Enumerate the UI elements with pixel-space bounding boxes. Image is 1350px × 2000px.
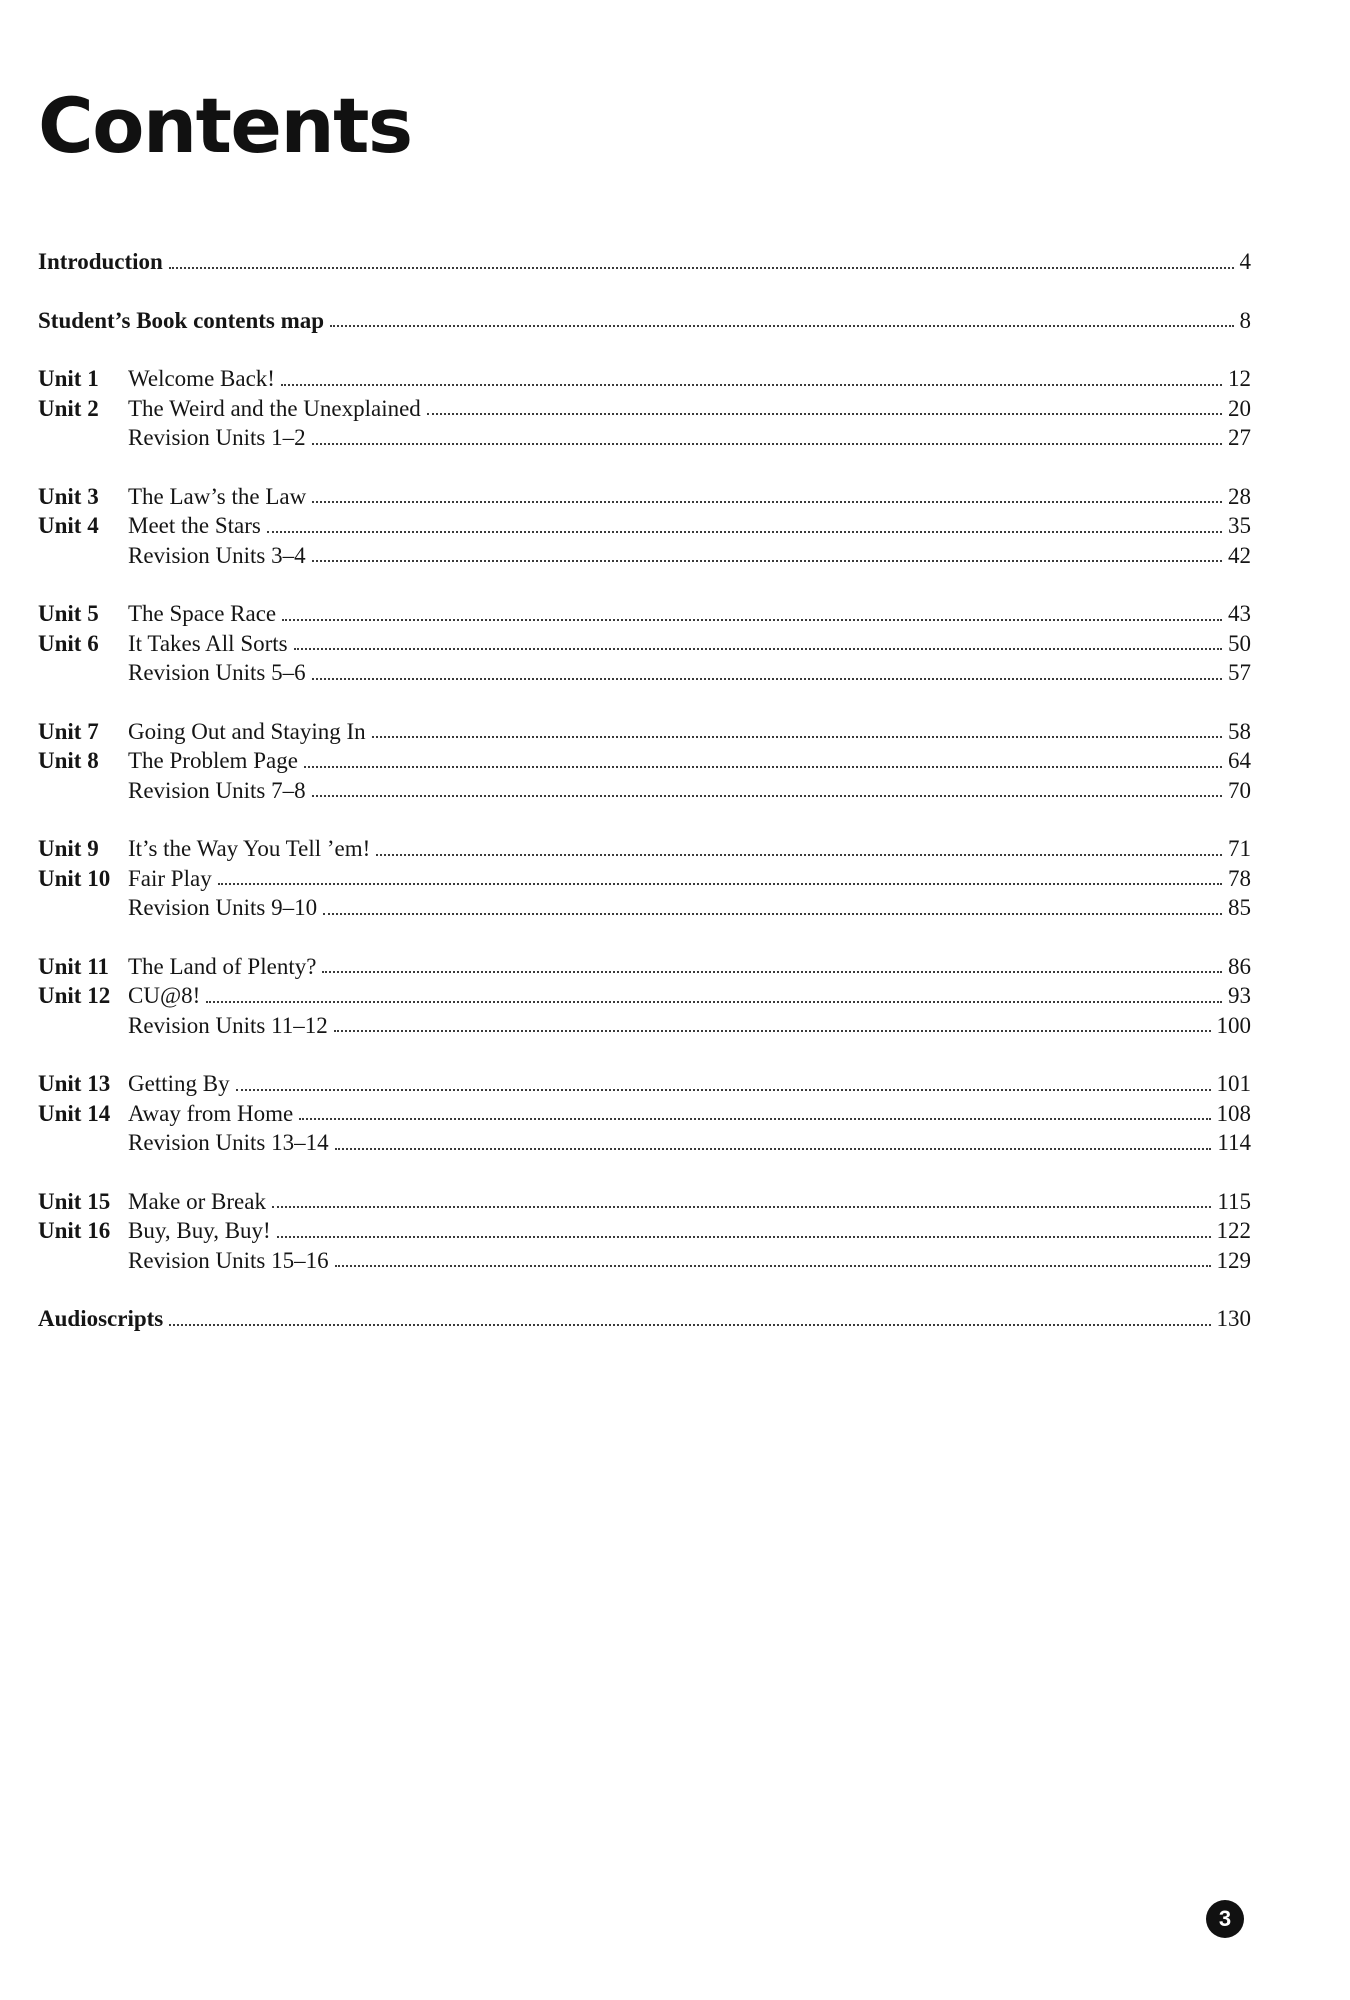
toc-entry-page: 12 xyxy=(1228,366,1251,391)
toc-entry-title: Revision Units 11–12 xyxy=(128,1012,328,1038)
toc-entry[interactable] xyxy=(38,952,1251,982)
toc-entry-title: Make or Break xyxy=(128,1188,266,1214)
toc-entry-title: Revision Units 5–6 xyxy=(128,660,306,685)
section-spacer xyxy=(38,688,1251,717)
toc-entry-page: 129 xyxy=(1216,1247,1251,1273)
unit-label: Unit 15 xyxy=(38,1188,111,1214)
toc-entry-title: Revision Units 3–4 xyxy=(128,542,306,568)
toc-entry-page: 101 xyxy=(1216,1071,1251,1096)
dot-leader xyxy=(312,559,1222,562)
toc-entry-title: Going Out and Staying In xyxy=(128,718,366,744)
dot-leader xyxy=(312,500,1222,503)
dot-leader xyxy=(277,1235,1211,1238)
toc-entry-page: 71 xyxy=(1228,836,1251,861)
toc-entry-page: 86 xyxy=(1228,953,1251,979)
unit-label: Unit 9 xyxy=(38,836,99,861)
toc-entry-title: Revision Units 1–2 xyxy=(128,425,306,450)
toc-entry-page: 85 xyxy=(1228,895,1251,920)
toc-entry[interactable] xyxy=(38,864,1251,894)
unit-label: Unit 16 xyxy=(38,1218,111,1243)
toc-entry[interactable] xyxy=(38,893,1251,923)
toc-entry-page: 57 xyxy=(1228,660,1251,685)
toc-entry-page: 130 xyxy=(1216,1306,1251,1331)
dot-leader xyxy=(267,530,1222,533)
toc-entry-title: Revision Units 7–8 xyxy=(128,777,306,803)
dot-leader xyxy=(218,882,1222,885)
toc-entry-page: 93 xyxy=(1228,983,1251,1008)
toc-entry[interactable] xyxy=(38,364,1251,394)
dot-leader xyxy=(335,1147,1212,1150)
toc-entry[interactable] xyxy=(38,1099,1251,1129)
toc-entry-title: It’s the Way You Tell ’em! xyxy=(128,836,371,861)
toc-entry[interactable] xyxy=(38,1128,1251,1158)
dot-leader xyxy=(282,618,1222,621)
toc-entry-title: The Land of Plenty? xyxy=(128,953,317,979)
toc-entry-page: 64 xyxy=(1228,748,1251,773)
toc-entry-page: 115 xyxy=(1217,1188,1251,1214)
toc-entry-title: The Weird and the Unexplained xyxy=(128,395,421,421)
dot-leader xyxy=(372,735,1222,738)
toc-entry-page: 8 xyxy=(1239,307,1251,333)
dot-leader xyxy=(323,912,1222,915)
unit-label: Unit 2 xyxy=(38,395,99,421)
unit-label: Unit 13 xyxy=(38,1071,111,1096)
dot-leader xyxy=(312,677,1222,680)
toc-entry-title: The Space Race xyxy=(128,601,277,626)
toc-entry-page: 78 xyxy=(1228,865,1251,891)
unit-label: Unit 14 xyxy=(38,1100,111,1126)
dot-leader xyxy=(304,765,1222,768)
section-spacer xyxy=(38,453,1251,482)
toc-entry-introduction[interactable] xyxy=(38,247,1251,277)
toc-entry[interactable] xyxy=(38,658,1251,688)
toc-entry[interactable] xyxy=(38,834,1251,864)
toc-entry-contents-map[interactable] xyxy=(38,306,1251,336)
section-spacer xyxy=(38,923,1251,952)
unit-label: Unit 10 xyxy=(38,865,111,891)
unit-entries xyxy=(38,364,1251,1304)
dot-leader xyxy=(299,1117,1210,1120)
dot-leader xyxy=(294,647,1222,650)
unit-label: Unit 3 xyxy=(38,483,99,509)
toc-entry[interactable] xyxy=(38,1069,1251,1099)
toc-entry-page: 27 xyxy=(1228,425,1251,450)
toc-entry-page: 114 xyxy=(1217,1130,1251,1155)
page-number-badge: 3 xyxy=(1206,1900,1244,1938)
unit-label: Unit 1 xyxy=(38,366,99,391)
toc-entry-page: 70 xyxy=(1228,777,1251,803)
toc-entry-title: The Problem Page xyxy=(128,748,298,773)
unit-label: Unit 6 xyxy=(38,630,99,656)
toc-entry[interactable] xyxy=(38,482,1251,512)
toc-entry[interactable] xyxy=(38,717,1251,747)
toc-entry[interactable] xyxy=(38,776,1251,806)
toc-entry[interactable] xyxy=(38,1187,1251,1217)
toc-entry-title: Meet the Stars xyxy=(128,513,261,538)
toc-entry[interactable] xyxy=(38,746,1251,776)
toc-entry[interactable] xyxy=(38,394,1251,424)
toc-entry-page: 58 xyxy=(1228,718,1251,744)
toc-entry[interactable] xyxy=(38,423,1251,453)
dot-leader xyxy=(206,1000,1222,1003)
toc-entry-label: Student’s Book contents map xyxy=(38,307,325,333)
toc-entry-page: 42 xyxy=(1228,542,1251,568)
section-spacer xyxy=(38,1275,1251,1304)
toc-entry[interactable] xyxy=(38,511,1251,541)
toc-entry-title: Getting By xyxy=(128,1071,230,1096)
toc-entry-title: Buy, Buy, Buy! xyxy=(128,1218,271,1243)
dot-leader xyxy=(427,412,1222,415)
dot-leader xyxy=(322,970,1222,973)
unit-label: Unit 4 xyxy=(38,513,99,538)
toc-entry[interactable] xyxy=(38,1246,1251,1276)
toc-entry-title: Fair Play xyxy=(128,865,212,891)
toc-entry[interactable] xyxy=(38,541,1251,571)
toc-entry-page: 4 xyxy=(1239,249,1251,274)
unit-label: Unit 7 xyxy=(38,718,99,744)
toc-entry[interactable] xyxy=(38,1011,1251,1041)
toc-entry-audioscripts[interactable] xyxy=(38,1304,1251,1334)
toc-entry-page: 28 xyxy=(1228,483,1251,509)
toc-entry-title: Welcome Back! xyxy=(128,366,275,391)
dot-leader xyxy=(169,266,1234,269)
unit-label: Unit 5 xyxy=(38,601,99,626)
toc-entry-page: 43 xyxy=(1228,601,1251,626)
toc-entry-title: CU@8! xyxy=(128,983,201,1008)
dot-leader xyxy=(312,794,1222,797)
toc-entry-page: 35 xyxy=(1228,513,1251,538)
toc-entry[interactable] xyxy=(38,599,1251,629)
section-spacer xyxy=(38,805,1251,834)
toc-entry-page: 122 xyxy=(1216,1218,1251,1243)
section-spacer xyxy=(38,1158,1251,1187)
toc-entry[interactable] xyxy=(38,981,1251,1011)
toc-entry-page: 20 xyxy=(1228,395,1251,421)
toc-entry-label: Audioscripts xyxy=(38,1306,164,1331)
table-of-contents xyxy=(38,247,1251,1334)
toc-entry-label: Introduction xyxy=(38,249,163,274)
toc-entry[interactable] xyxy=(38,1216,1251,1246)
toc-entry-title: It Takes All Sorts xyxy=(128,630,288,656)
section-spacer xyxy=(38,277,1251,306)
toc-entry-title: Revision Units 15–16 xyxy=(128,1247,329,1273)
unit-label: Unit 11 xyxy=(38,953,109,979)
dot-leader xyxy=(376,853,1222,856)
page-title: Contents xyxy=(38,81,412,170)
dot-leader xyxy=(169,1323,1210,1326)
toc-entry-page: 100 xyxy=(1216,1012,1251,1038)
dot-leader xyxy=(281,383,1222,386)
dot-leader xyxy=(272,1205,1211,1208)
dot-leader xyxy=(330,324,1233,327)
toc-entry-title: The Law’s the Law xyxy=(128,483,307,509)
toc-entry-title: Revision Units 13–14 xyxy=(128,1130,329,1155)
dot-leader xyxy=(334,1029,1211,1032)
dot-leader xyxy=(236,1088,1211,1091)
section-spacer xyxy=(38,1040,1251,1069)
toc-entry-page: 50 xyxy=(1228,630,1251,656)
section-spacer xyxy=(38,335,1251,364)
toc-entry-title: Away from Home xyxy=(128,1100,294,1126)
unit-label: Unit 12 xyxy=(38,983,111,1008)
toc-entry[interactable] xyxy=(38,629,1251,659)
dot-leader xyxy=(335,1264,1211,1267)
section-spacer xyxy=(38,570,1251,599)
dot-leader xyxy=(312,442,1222,445)
toc-entry-title: Revision Units 9–10 xyxy=(128,895,318,920)
unit-label: Unit 8 xyxy=(38,748,99,773)
toc-entry-page: 108 xyxy=(1216,1100,1251,1126)
